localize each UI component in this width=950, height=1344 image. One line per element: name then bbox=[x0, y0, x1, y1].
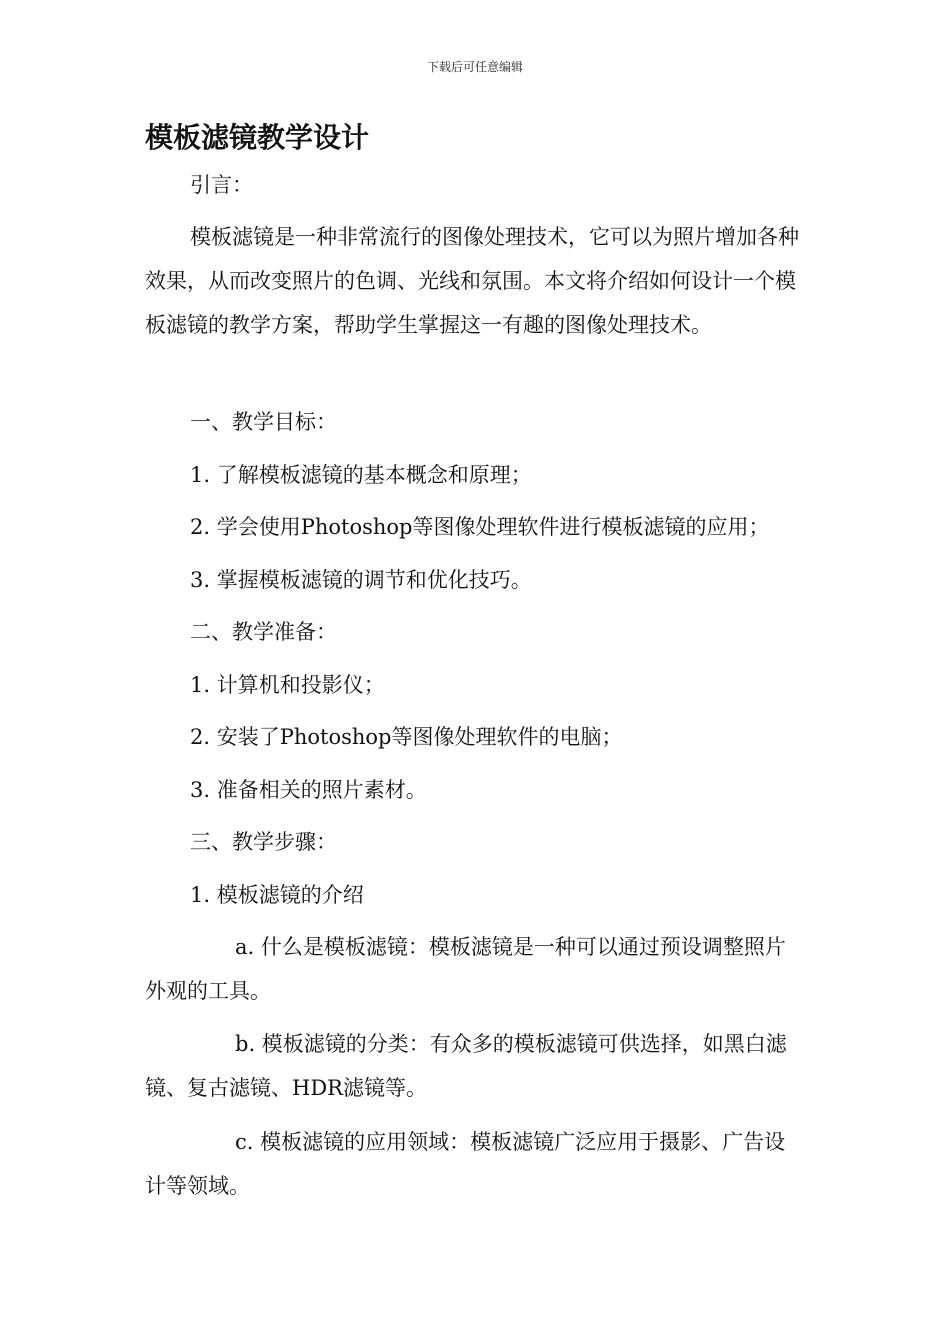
section1-heading: 一、教学目标： bbox=[190, 410, 337, 434]
section2-item-2: 2. 安装了Photoshop等图像处理软件的电脑； bbox=[190, 725, 623, 749]
section3-heading: 三、教学步骤： bbox=[190, 830, 337, 854]
document-title: 模板滤镜教学设计 bbox=[145, 121, 370, 154]
section3-sub-item-a: a. 什么是模板滤镜：模板滤镜是一种可以通过预设调整照片外观的工具。 bbox=[145, 935, 786, 1003]
section2-item-1: 1. 计算机和投影仪； bbox=[190, 673, 385, 697]
section3-sub-item-c: c. 模板滤镜的应用领域：模板滤镜广泛应用于摄影、广告设计等领域。 bbox=[145, 1130, 786, 1198]
section1-item-1: 1. 了解模板滤镜的基本概念和原理； bbox=[190, 463, 532, 487]
header-note: 下载后可任意编辑 bbox=[426, 60, 523, 74]
intro-label: 引言： bbox=[190, 173, 253, 197]
section3-sub-item-b: b. 模板滤镜的分类：有众多的模板滤镜可供选择，如黑白滤镜、复古滤镜、HDR滤镜等。 bbox=[145, 1032, 787, 1100]
section2-item-3: 3. 准备相关的照片素材。 bbox=[190, 778, 427, 802]
section1-item-3: 3. 掌握模板滤镜的调节和优化技巧。 bbox=[190, 568, 532, 592]
section1-item-2: 2. 学会使用Photoshop等图像处理软件进行模板滤镜的应用； bbox=[190, 515, 770, 539]
intro-paragraph: 模板滤镜是一种非常流行的图像处理技术，它可以为照片增加各种效果，从而改变照片的色调、光线和氛围。本文将介绍如何设计一个模板滤镜的教学方案，帮助学生掌握这一有趣的图像处理技术。 bbox=[145, 225, 799, 337]
section2-heading: 二、教学准备： bbox=[190, 620, 337, 644]
section3-step-1: 1. 模板滤镜的介绍 bbox=[190, 883, 364, 907]
